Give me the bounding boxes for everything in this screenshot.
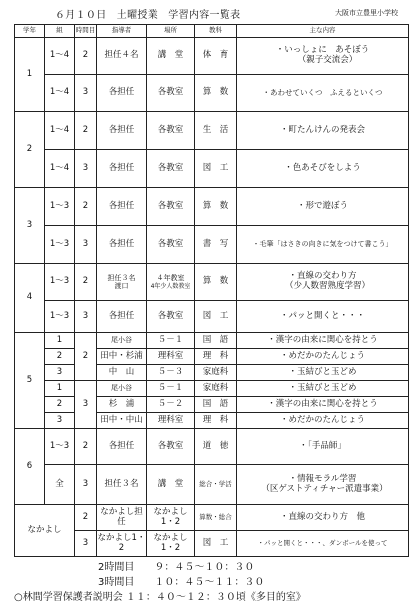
grade-cell: 1 bbox=[15, 38, 45, 112]
content-cell: ・形で遊ぼう bbox=[237, 188, 409, 226]
subject-cell: 書 写 bbox=[195, 226, 237, 264]
content-cell bbox=[237, 264, 409, 301]
class-cell: 2 bbox=[45, 397, 75, 413]
table-row bbox=[15, 301, 409, 333]
meeting-time: １１：４０～１２：３０頃《多目的室》 bbox=[125, 592, 306, 603]
period-cell: 2 bbox=[75, 264, 97, 301]
place-cell: 各教室 bbox=[147, 150, 195, 188]
teacher-cell: 各担任 bbox=[97, 150, 147, 188]
teacher-cell: 各担任 bbox=[97, 429, 147, 465]
content-subtext: （親子交流会） bbox=[297, 55, 358, 65]
subject-cell: 総合・学活 bbox=[195, 465, 237, 505]
class-cell: 2 bbox=[45, 349, 75, 365]
content-cell: ・あわせていくつ ふえるといくつ bbox=[237, 75, 409, 112]
subject-cell: 体 育 bbox=[195, 38, 237, 75]
place-cell: なかよし1・2 bbox=[147, 505, 195, 531]
teacher-subtext: 渡口 bbox=[114, 282, 129, 290]
class-cell: 1～3 bbox=[45, 264, 75, 301]
content-cell bbox=[237, 38, 409, 75]
subject-cell: 生 活 bbox=[195, 112, 237, 150]
period-cell: 3 bbox=[75, 465, 97, 505]
subject-cell: 図 工 bbox=[195, 531, 237, 557]
subject-cell: 図 工 bbox=[195, 301, 237, 333]
footer bbox=[14, 560, 408, 605]
period3-time: 3時間目 １０：４５～１１：３０ bbox=[98, 577, 265, 588]
header bbox=[0, 6, 420, 20]
teacher-cell: 田中・中山 bbox=[97, 413, 147, 429]
place-cell: 講 堂 bbox=[147, 465, 195, 505]
place-cell: 各教室 bbox=[147, 226, 195, 264]
teacher-cell bbox=[97, 264, 147, 301]
teacher-cell: 担任３名 bbox=[97, 465, 147, 505]
header-class: 組 bbox=[45, 25, 75, 38]
table-row bbox=[15, 365, 409, 381]
teacher-cell: 各担任 bbox=[97, 301, 147, 333]
place-cell: 各教室 bbox=[147, 112, 195, 150]
subject-cell: 家庭科 bbox=[195, 365, 237, 381]
content-cell: ・めだかのたんじょう bbox=[237, 413, 409, 429]
place-cell: なかよし1・2 bbox=[147, 531, 195, 557]
table-row bbox=[15, 188, 409, 226]
teacher-cell: 担任４名 bbox=[97, 38, 147, 75]
class-cell: 1～4 bbox=[45, 38, 75, 75]
subject-cell: 算 数 bbox=[195, 188, 237, 226]
subject-cell: 理 科 bbox=[195, 349, 237, 365]
period-cell: 3 bbox=[75, 75, 97, 112]
header-grade: 学年 bbox=[15, 25, 45, 38]
content-cell: ・パッと開くと・・・ bbox=[237, 301, 409, 333]
content-cell bbox=[237, 465, 409, 505]
header-teacher: 指導者 bbox=[97, 25, 147, 38]
teacher-text: 担任３名 bbox=[107, 273, 136, 282]
subject-cell: 算数・総合 bbox=[195, 505, 237, 531]
subject-cell: 算 数 bbox=[195, 75, 237, 112]
header-subject: 教科 bbox=[195, 25, 237, 38]
content-text: ・情報モラル学習 bbox=[288, 473, 357, 484]
content-text: ・直線の交わり方 bbox=[288, 271, 357, 282]
content-cell: ・毛筆「はさきの向きに気をつけて書こう」 bbox=[237, 226, 409, 264]
place-cell: ５－１ bbox=[147, 381, 195, 397]
teacher-cell: 各担任 bbox=[97, 226, 147, 264]
period-cell: 2 bbox=[75, 505, 97, 531]
content-cell: ・漢字の由来に関心を持とう bbox=[237, 397, 409, 413]
table-row bbox=[15, 397, 409, 413]
table-row bbox=[15, 531, 409, 557]
table-header-row bbox=[15, 25, 409, 38]
class-cell: 1～3 bbox=[45, 429, 75, 465]
place-subtext: 4年少人数教室 bbox=[150, 282, 191, 290]
header-place: 場所 bbox=[147, 25, 195, 38]
meeting-label: ○林間学習保護者説明会 bbox=[14, 592, 123, 603]
content-cell: ・パッと開くと・・・、ダンボールを使って bbox=[237, 531, 409, 557]
subject-cell: 家庭科 bbox=[195, 381, 237, 397]
period-cell: 3 bbox=[75, 226, 97, 264]
subject-cell: 国 語 bbox=[195, 397, 237, 413]
teacher-cell: 中 山 bbox=[97, 365, 147, 381]
place-text: ４年教室 bbox=[156, 273, 185, 282]
content-cell: ・漢字の由来に関心を持とう bbox=[237, 333, 409, 349]
teacher-cell: なかよし担任 bbox=[97, 505, 147, 531]
table-row bbox=[15, 150, 409, 188]
class-cell: 1～3 bbox=[45, 301, 75, 333]
place-cell bbox=[147, 264, 195, 301]
subject-cell: 図 工 bbox=[195, 150, 237, 188]
table-row bbox=[15, 413, 409, 429]
period-cell: 2 bbox=[75, 188, 97, 226]
table-row bbox=[15, 333, 409, 349]
subject-cell: 道 徳 bbox=[195, 429, 237, 465]
place-cell: 各教室 bbox=[147, 429, 195, 465]
class-cell: 1 bbox=[45, 381, 75, 397]
grade-cell: 4 bbox=[15, 264, 45, 333]
place-cell: 講 堂 bbox=[147, 38, 195, 75]
content-text: ・いっしょに あそぼう bbox=[275, 45, 370, 56]
table-row bbox=[15, 112, 409, 150]
class-cell: 1 bbox=[45, 333, 75, 349]
teacher-cell: なかよし1・2 bbox=[97, 531, 147, 557]
place-cell: 各教室 bbox=[147, 75, 195, 112]
table-row bbox=[15, 381, 409, 397]
table-row bbox=[15, 38, 409, 75]
subject-cell: 算 数 bbox=[195, 264, 237, 301]
period-cell: 2 bbox=[75, 112, 97, 150]
teacher-cell: 各担任 bbox=[97, 112, 147, 150]
period-cell: 3 bbox=[75, 150, 97, 188]
place-cell: ５－２ bbox=[147, 397, 195, 413]
period-cell: 2 bbox=[75, 333, 97, 381]
school-name: 大阪市立豊里小学校 bbox=[335, 9, 398, 17]
period-cell: 3 bbox=[75, 301, 97, 333]
grade-cell: 5 bbox=[15, 333, 45, 429]
table-row bbox=[15, 264, 409, 301]
grade-cell: 6 bbox=[15, 429, 45, 505]
teacher-cell: 各担任 bbox=[97, 75, 147, 112]
table-row bbox=[15, 349, 409, 365]
class-cell: 3 bbox=[45, 365, 75, 381]
period-cell: 3 bbox=[75, 381, 97, 429]
schedule-table bbox=[14, 24, 409, 557]
class-cell: 1～3 bbox=[45, 188, 75, 226]
period-cell: 2 bbox=[75, 429, 97, 465]
place-cell: 理科室 bbox=[147, 349, 195, 365]
place-cell: 理科室 bbox=[147, 413, 195, 429]
table-row bbox=[15, 465, 409, 505]
class-cell: 1～4 bbox=[45, 150, 75, 188]
period-cell: 2 bbox=[75, 38, 97, 75]
period-cell: 3 bbox=[75, 531, 97, 557]
place-cell: 各教室 bbox=[147, 301, 195, 333]
content-cell: ・町たんけんの発表会 bbox=[237, 112, 409, 150]
content-cell: ・「手品師」 bbox=[237, 429, 409, 465]
parent-meeting bbox=[14, 590, 408, 605]
table-row bbox=[15, 429, 409, 465]
grade-cell: 3 bbox=[15, 188, 45, 264]
content-cell: ・玉結びと玉どめ bbox=[237, 381, 409, 397]
place-cell: ５－３ bbox=[147, 365, 195, 381]
teacher-cell: 尾小谷 bbox=[97, 381, 147, 397]
teacher-cell: 尾小谷 bbox=[97, 333, 147, 349]
class-cell: 1～4 bbox=[45, 75, 75, 112]
class-cell: 1～4 bbox=[45, 112, 75, 150]
class-cell: 3 bbox=[45, 413, 75, 429]
teacher-cell: 各担任 bbox=[97, 188, 147, 226]
teacher-cell: 杉 浦 bbox=[97, 397, 147, 413]
table-row bbox=[15, 226, 409, 264]
place-cell: 各教室 bbox=[147, 188, 195, 226]
content-subtext: （少人数習熟度学習） bbox=[284, 281, 370, 291]
header-period: 時間目 bbox=[75, 25, 97, 38]
subject-cell: 国 語 bbox=[195, 333, 237, 349]
class-cell: 1～3 bbox=[45, 226, 75, 264]
place-cell: ５－１ bbox=[147, 333, 195, 349]
teacher-cell: 田中・杉浦 bbox=[97, 349, 147, 365]
header-content: 主な内容 bbox=[237, 25, 409, 38]
content-cell: ・めだかのたんじょう bbox=[237, 349, 409, 365]
table-row bbox=[15, 505, 409, 531]
subject-cell: 理 科 bbox=[195, 413, 237, 429]
period2-time: 2時間目 ９：４５～１０：３０ bbox=[98, 562, 255, 573]
class-cell: 全 bbox=[45, 465, 75, 505]
content-cell: ・色あそびをしよう bbox=[237, 150, 409, 188]
page-title: ６月１０日 土曜授業 学習内容一覧表 bbox=[55, 10, 241, 21]
grade-cell: 2 bbox=[15, 112, 45, 188]
content-cell: ・直線の交わり方 他 bbox=[237, 505, 409, 531]
table-row bbox=[15, 75, 409, 112]
grade-cell: なかよし bbox=[15, 505, 75, 557]
content-subtext: （区ゲストティチャー派遣事業） bbox=[261, 483, 388, 494]
content-cell: ・玉結びと玉どめ bbox=[237, 365, 409, 381]
